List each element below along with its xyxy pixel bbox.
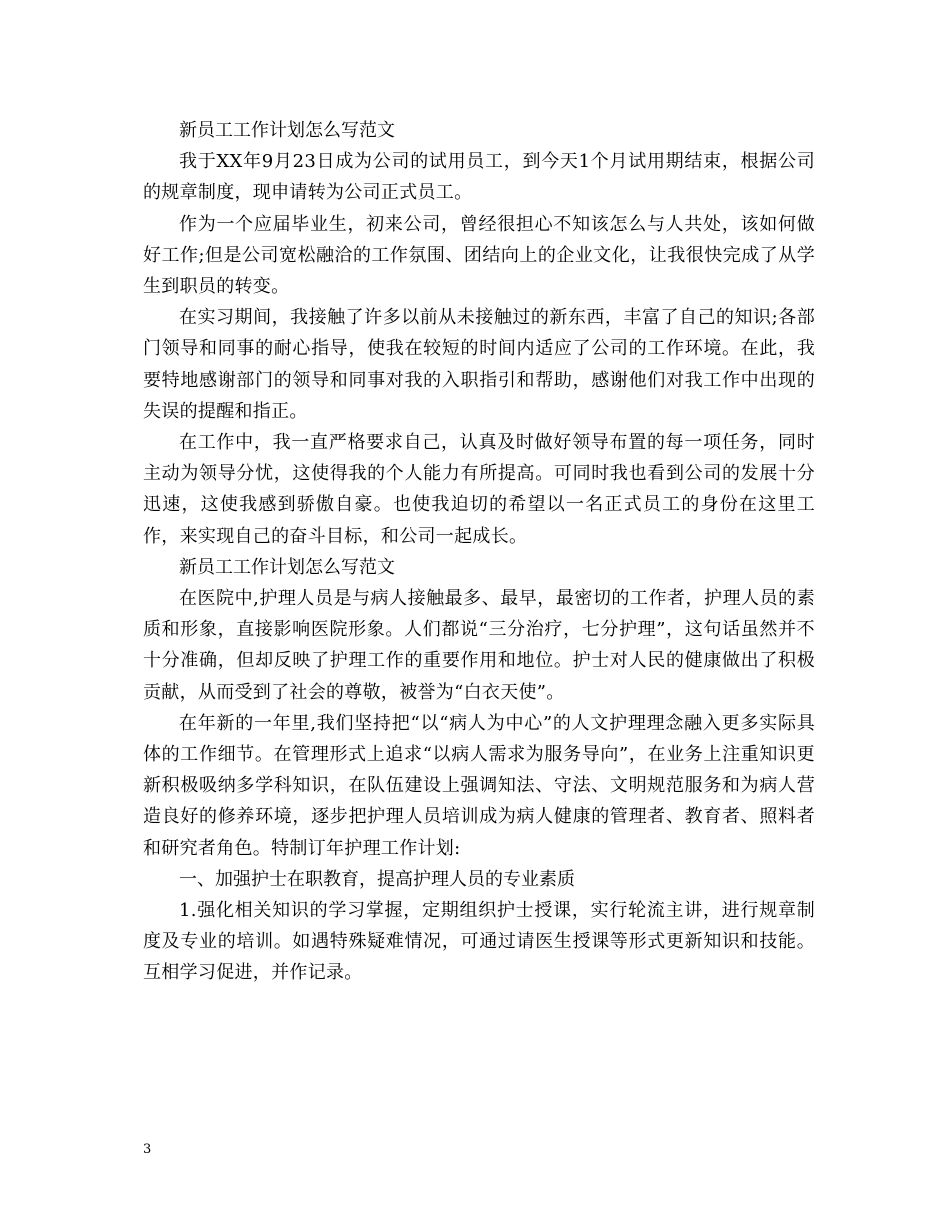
section-heading: 新员工工作计划怎么写范文 xyxy=(179,120,395,141)
paragraph: 作为一个应届毕业生，初来公司，曾经很担心不知该怎么与人共处，该如何做好工作;但是公司宽松融洽的工作氛围、团结向上的企业文化，让我很快完成了从学生到职员的转变。 xyxy=(143,213,815,298)
paragraph: 在实习期间，我接触了许多以前从未接触过的新东西，丰富了自己的知识;各部门领导和同事的耐心指导，使我在较短的时间内适应了公司的工作环境。在此，我要特地感谢部门的领导和同事对我的入职指引和帮助，感谢他们对我工作中出现的失误的提醒和指正。 xyxy=(143,307,815,422)
paragraph: 在年新的一年里,我们坚持把“以“病人为中心”的人文护理理念融入更多实际具体的工作细节。在管理形式上追求“以病人需求为服务导向”，在业务上注重知识更新积极吸纳多学科知识，在队伍建设上强调知法、守法、文明规范服务和为病人营造良好的修养环境，逐步把护理人员培训成为病人健康的管理者、教育者、照料者和研究者角色。特制订年护理工作计划: xyxy=(143,712,815,859)
document-body xyxy=(143,115,815,989)
section-heading: 新员工工作计划怎么写范文 xyxy=(179,556,395,578)
page-number: 3 xyxy=(143,1142,152,1157)
paragraph: 在医院中,护理人员是与病人接触最多、最早，最密切的工作者，护理人员的素质和形象，直接影响医院形象。人们都说“三分治疗，七分护理”，这句话虽然并不十分准确，但却反映了护理工作的重要作用和地位。护士对人民的健康做出了积极贡献，从而受到了社会的尊敬，被誉为“白衣天使”。 xyxy=(143,588,815,703)
paragraph: 在工作中，我一直严格要求自己，认真及时做好领导布置的每一项任务，同时主动为领导分忧，这使得我的个人能力有所提高。可同时我也看到公司的发展十分迅速，这使我感到骄傲自豪。也使我迫切的希望以一名正式员工的身份在这里工作，来实现自己的奋斗目标，和公司一起成长。 xyxy=(143,432,815,547)
paragraph: 我于XX年9月23日成为公司的试用员工，到今天1个月试用期结束，根据公司的规章制度，现申请转为公司正式员工。 xyxy=(143,151,815,204)
paragraph: 1.强化相关知识的学习掌握，定期组织护士授课，实行轮流主讲，进行规章制度及专业的培训。如遇特殊疑难情况，可通过请医生授课等形式更新知识和技能。互相学习促进，并作记录。 xyxy=(143,900,815,984)
section-heading: 一、加强护士在职教育，提高护理人员的专业素质 xyxy=(179,868,575,890)
